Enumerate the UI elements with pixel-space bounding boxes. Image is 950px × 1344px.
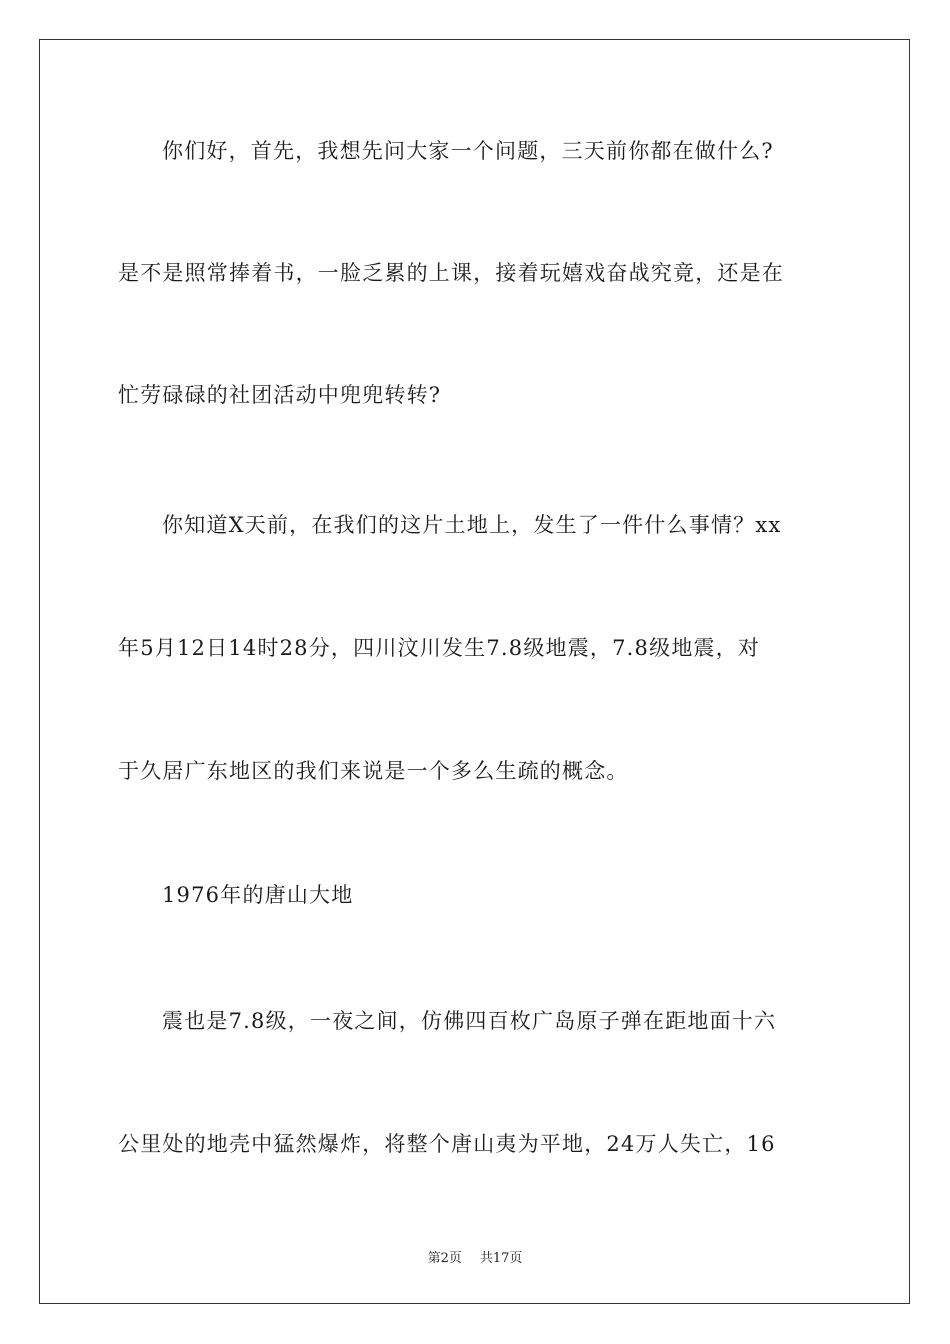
paragraph-line: 你知道X天前，在我们的这片土地上，发生了一件什么事情？xx <box>162 513 782 537</box>
paragraph-line: 于久居广东地区的我们来说是一个多么生疏的概念。 <box>118 759 629 783</box>
page-border <box>39 39 910 1304</box>
paragraph-line: 是不是照常捧着书，一脸乏累的上课，接着玩嬉戏奋战究竟，还是在 <box>118 261 784 285</box>
paragraph-line: 公里处的地壳中猛然爆炸，将整个唐山夷为平地，24万人失亡，16 <box>118 1132 776 1156</box>
page-footer <box>0 1247 950 1266</box>
paragraph-line: 1976年的唐山大地 <box>162 883 354 907</box>
paragraph-line: 震也是7.8级，一夜之间，仿佛四百枚广岛原子弹在距地面十六 <box>162 1009 777 1033</box>
paragraph-line: 忙劳碌碌的社团活动中兜兜转转? <box>118 383 442 407</box>
paragraph-line: 年5月12日14时28分，四川汶川发生7.8级地震，7.8级地震，对 <box>118 636 761 660</box>
paragraph-line: 你们好，首先，我想先问大家一个问题，三天前你都在做什么? <box>162 139 774 163</box>
page-total: 共17页 <box>479 1251 523 1266</box>
page-number: 第2页 <box>427 1251 462 1266</box>
